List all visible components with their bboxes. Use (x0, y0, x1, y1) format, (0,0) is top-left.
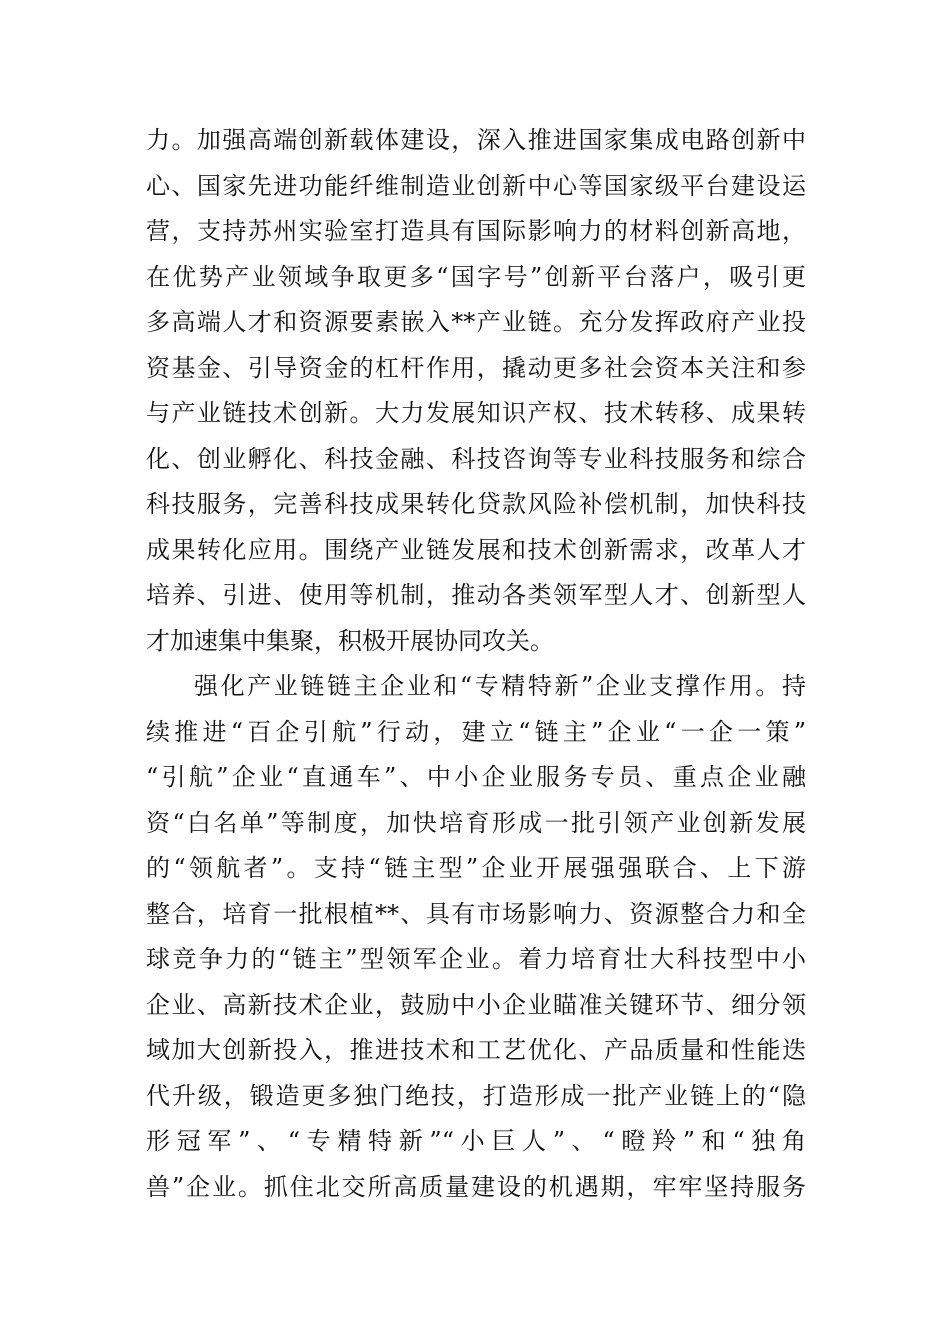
text-line: 化、创业孵化、科技金融、科技咨询等专业科技服务和综合 (146, 444, 806, 473)
paragraph-1 (146, 118, 806, 664)
text-line: 强化产业链链主企业和“专精特新”企业支撑作用。持 (194, 672, 806, 700)
text-line: 科技服务，完善科技成果转化贷款风险补偿机制，加快科技 (146, 490, 806, 518)
text-line: 培养、引进、使用等机制，推动各类领军型人才、创新型人 (146, 581, 806, 609)
text-line: 形冠军”、“专精特新”“小巨人”、“瞪羚”和“独角 (146, 1127, 806, 1155)
text-line: 资基金、引导资金的杠杆作用，撬动更多社会资本关注和参 (146, 353, 806, 382)
text-line: 才加速集中集聚，积极开展协同攻关。 (146, 626, 554, 655)
document-body (146, 118, 806, 1210)
paragraph-2 (146, 664, 806, 1210)
text-line: 代升级，锻造更多独门绝技，打造形成一批产业链上的“隐 (146, 1081, 806, 1110)
text-line: 多高端人才和资源要素嵌入**产业链。充分发挥政府产业投 (146, 308, 806, 336)
text-line: 营，支持苏州实验室打造具有国际影响力的材料创新高地， (146, 217, 806, 245)
text-line: 力。加强高端创新载体建设，深入推进国家集成电路创新中 (146, 126, 806, 154)
text-line: 的“领航者”。支持“链主型”企业开展强强联合、上下游 (146, 854, 806, 882)
text-line: 兽”企业。抓住北交所高质量建设的机遇期，牢牢坚持服务 (146, 1172, 806, 1201)
text-line: 心、国家先进功能纤维制造业创新中心等国家级平台建设运 (146, 171, 806, 200)
text-line: “引航”企业“直通车”、中小企业服务专员、重点企业融 (146, 763, 806, 791)
text-line: 成果转化应用。围绕产业链发展和技术创新需求，改革人才 (146, 535, 806, 564)
text-line: 续推进“百企引航”行动，建立“链主”企业“一企一策” (146, 717, 806, 746)
text-line: 资“白名单”等制度，加快培育形成一批引领产业创新发展 (146, 808, 806, 837)
text-line: 整合，培育一批根植**、具有市场影响力、资源整合力和全 (146, 899, 806, 928)
text-line: 与产业链技术创新。大力发展知识产权、技术转移、成果转 (146, 399, 806, 427)
text-line: 球竞争力的“链主”型领军企业。着力培育壮大科技型中小 (146, 945, 806, 973)
text-line: 在优势产业领域争取更多“国字号”创新平台落户，吸引更 (146, 262, 806, 291)
text-line: 企业、高新技术企业，鼓励中小企业瞄准关键环节、细分领 (146, 990, 806, 1019)
text-line: 域加大创新投入，推进技术和工艺优化、产品质量和性能迭 (146, 1036, 806, 1064)
